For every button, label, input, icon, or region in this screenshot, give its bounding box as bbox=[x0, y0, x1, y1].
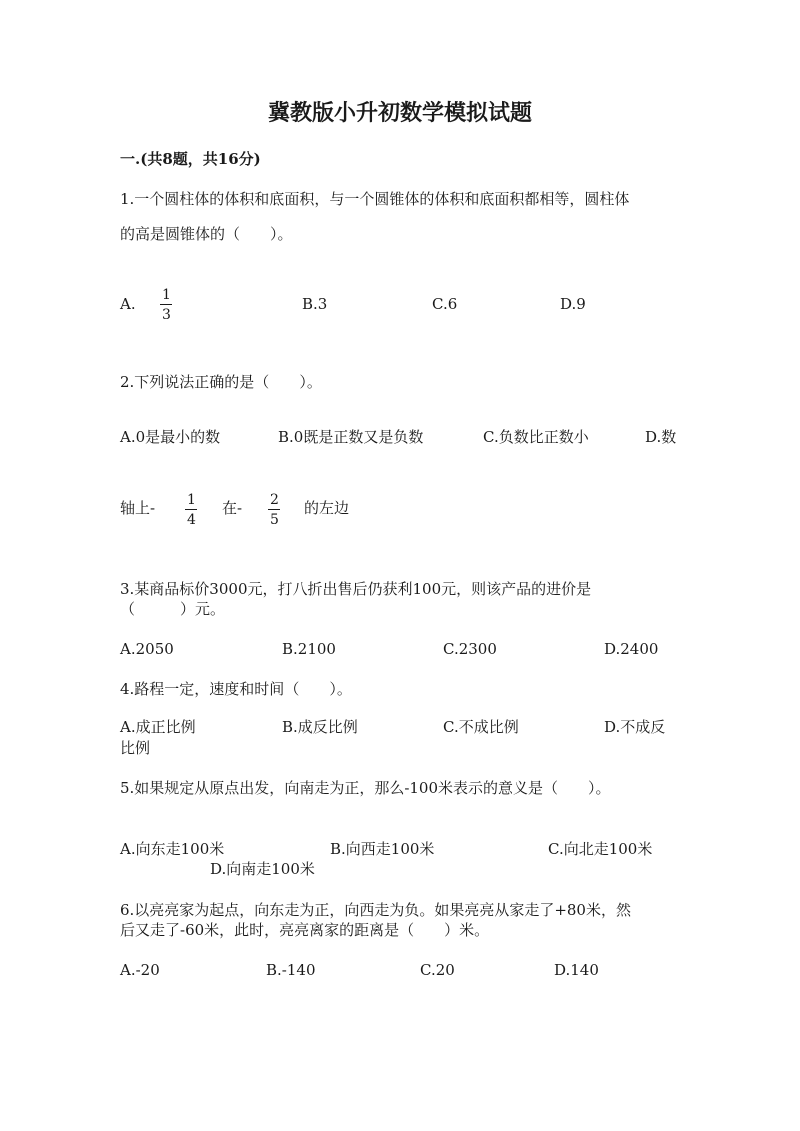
question-3-stem-line-2: （ ）元。 bbox=[120, 600, 226, 618]
question-3-stem-line-1: 3.某商品标价3000元，打八折出售后仍获利100元，则该产品的进价是 bbox=[120, 580, 592, 598]
question-4-stem: 4.路程一定，速度和时间（ ）。 bbox=[120, 680, 352, 698]
fraction-denominator: 5 bbox=[270, 512, 279, 528]
page-title: 冀教版小升初数学模拟试题 bbox=[267, 100, 532, 126]
question-5-option-c: C.向北走100米 bbox=[548, 840, 653, 858]
question-6-option-b: B.-140 bbox=[266, 961, 316, 979]
question-3-option-d: D.2400 bbox=[604, 640, 659, 658]
question-1-option-d: D.9 bbox=[560, 295, 586, 313]
question-2-option-d: D.数 bbox=[645, 428, 677, 446]
question-1-option-b: B.3 bbox=[302, 295, 328, 313]
question-6-stem-line-1: 6.以亮亮家为起点，向东走为正，向西走为负。如果亮亮从家走了+80米，然 bbox=[120, 901, 631, 919]
fraction-numerator: 1 bbox=[162, 287, 171, 303]
question-2-stem: 2.下列说法正确的是（ ）。 bbox=[120, 373, 322, 391]
question-6-option-c: C.20 bbox=[420, 961, 455, 979]
question-6-option-d: D.140 bbox=[554, 961, 599, 979]
question-4-option-d-continued: 比例 bbox=[120, 739, 151, 757]
fraction-numerator: 2 bbox=[270, 492, 279, 508]
question-2-option-c: C.负数比正数小 bbox=[483, 428, 589, 446]
question-2-option-d-continued: 轴上- bbox=[120, 499, 156, 517]
question-3-option-c: C.2300 bbox=[443, 640, 497, 658]
question-1-option-a-fraction bbox=[160, 288, 173, 322]
question-2-option-d-text: 在- bbox=[222, 499, 243, 517]
question-2-option-d-tail: 的左边 bbox=[304, 499, 350, 517]
question-4-option-c: C.不成比例 bbox=[443, 718, 519, 736]
question-6-stem-line-2: 后又走了-60米，此时，亮亮离家的距离是（ ）米。 bbox=[120, 921, 490, 939]
question-6-option-a: A.-20 bbox=[120, 961, 160, 979]
question-1-option-a-label: A. bbox=[120, 295, 136, 313]
question-2-option-a: A.0是最小的数 bbox=[120, 428, 221, 446]
section-header: 一.(共8题，共16分) bbox=[120, 150, 261, 168]
question-1-stem-line-2: 的高是圆锥体的（ ）。 bbox=[120, 225, 293, 243]
question-2-fraction-1 bbox=[185, 493, 198, 527]
question-3-option-b: B.2100 bbox=[282, 640, 336, 658]
question-2-fraction-2 bbox=[268, 493, 281, 527]
question-5-option-d: D.向南走100米 bbox=[210, 860, 315, 878]
question-1-stem-line-1: 1.一个圆柱体的体积和底面积，与一个圆锥体的体积和底面积都相等，圆柱体 bbox=[120, 190, 630, 208]
question-5-option-a: A.向东走100米 bbox=[120, 840, 225, 858]
fraction-denominator: 4 bbox=[187, 512, 196, 528]
question-5-stem: 5.如果规定从原点出发，向南走为正，那么-100米表示的意义是（ ）。 bbox=[120, 779, 611, 797]
question-3-option-a: A.2050 bbox=[120, 640, 174, 658]
fraction-denominator: 3 bbox=[162, 307, 171, 323]
question-5-option-b: B.向西走100米 bbox=[330, 840, 435, 858]
fraction-numerator: 1 bbox=[187, 492, 196, 508]
question-4-option-b: B.成反比例 bbox=[282, 718, 358, 736]
question-4-option-d: D.不成反 bbox=[604, 718, 666, 736]
question-2-option-b: B.0既是正数又是负数 bbox=[278, 428, 424, 446]
question-4-option-a: A.成正比例 bbox=[120, 718, 196, 736]
question-1-option-c: C.6 bbox=[432, 295, 458, 313]
